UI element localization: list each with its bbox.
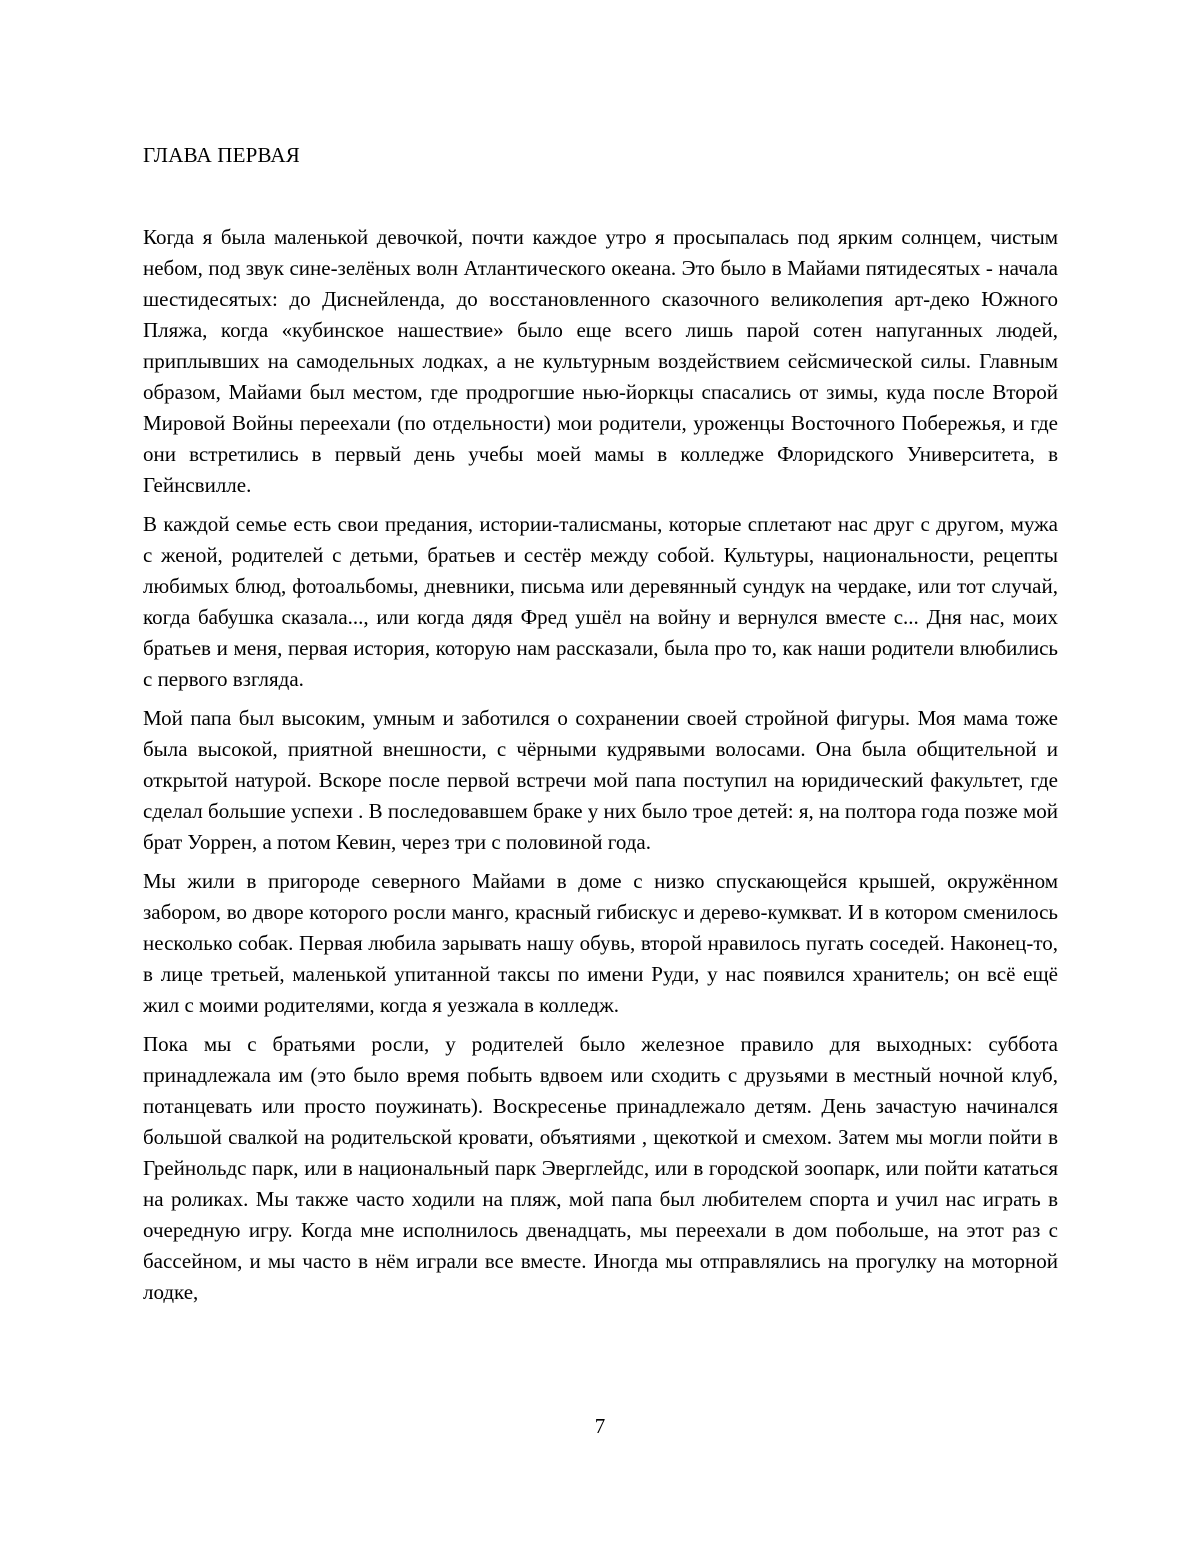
page-number: 7 — [594, 1414, 606, 1438]
paragraph-1: Когда я была маленькой девочкой, почти каждое утро я просыпалась под ярким солнцем, чистым небом, под звук сине-зелёных волн Атлантического океана. Это было в Майами пятидесятых - начала шестидесятых: до Диснейленда, до восстановленного сказочного великолепия арт-деко Южного Пляжа, когда «кубинское нашествие» было еще всего лишь парой сотен напуганных людей, приплывших на самодельных лодках, а не культурным воздействием сейсмической силы. Главным образом, Майами был местом, где продрогшие нью-йоркцы спасались от зимы, куда после Второй Мировой Войны переехали (по отдельности) мои родители, уроженцы Восточного Побережья, и где они встретились в первый день учебы моей мамы в колледже Флоридского Университета, в Гейнсвилле. — [143, 225, 1058, 497]
paragraph-3: Мой папа был высоким, умным и заботился о сохранении своей стройной фигуры. Моя мама тоже была высокой, приятной внешности, с чёрными кудрявыми волосами. Она была общительной и открытой натурой. Вскоре после первой встречи мой папа поступил на юридический факультет, где сделал большие успехи . В последовавшем браке у них было трое детей: я, на полтора года позже мой брат Уоррен, а потом Кевин, через три с половиной года. — [143, 706, 1058, 854]
paragraph-5: Пока мы с братьями росли, у родителей было железное правило для выходных: суббота принадлежала им (это было время побыть вдвоем или сходить с друзьями в местный ночной клуб, потанцевать или просто поужинать). Воскресенье принадлежало детям. День зачастую начинался большой свалкой на родительской кровати, объятиями , щекоткой и смехом. Затем мы могли пойти в Грейнольдс парк, или в национальный парк Эверглейдс, или в городской зоопарк, или пойти кататься на роликах. Мы также часто ходили на пляж, мой папа был любителем спорта и учил нас играть в очередную игру. Когда мне исполнилось двенадцать, мы переехали в дом побольше, на этот раз с бассейном, и мы часто в нём играли все вместе. Иногда мы отправлялись на прогулку на моторной лодке, — [143, 1032, 1058, 1304]
paragraph-2: В каждой семье есть свои предания, истории-талисманы, которые сплетают нас друг с другом, мужа с женой, родителей с детьми, братьев и сестёр между собой. Культуры, национальности, рецепты любимых блюд, фотоальбомы, дневники, письма или деревянный сундук на чердаке, или тот случай, когда бабушка сказала..., или когда дядя Фред ушёл на войну и вернулся вместе с... Дня нас, моих братьев и меня, первая история, которую нам рассказали, была про то, как наши родители влюбились с первого взгляда. — [143, 512, 1058, 691]
body-text — [143, 222, 1058, 1316]
paragraph-4: Мы жили в пригороде северного Майами в доме с низко спускающейся крышей, окружённом забором, во дворе которого росли манго, красный гибискус и дерево-кумкват. И в котором сменилось несколько собак. Первая любила зарывать нашу обувь, второй нравилось пугать соседей. Наконец-то, в лице третьей, маленькой упитанной таксы по имени Руди, у нас появился хранитель; он всё ещё жил с моими родителями, когда я уезжала в колледж. — [143, 869, 1058, 1017]
chapter-title: ГЛАВА ПЕРВАЯ — [143, 143, 300, 167]
